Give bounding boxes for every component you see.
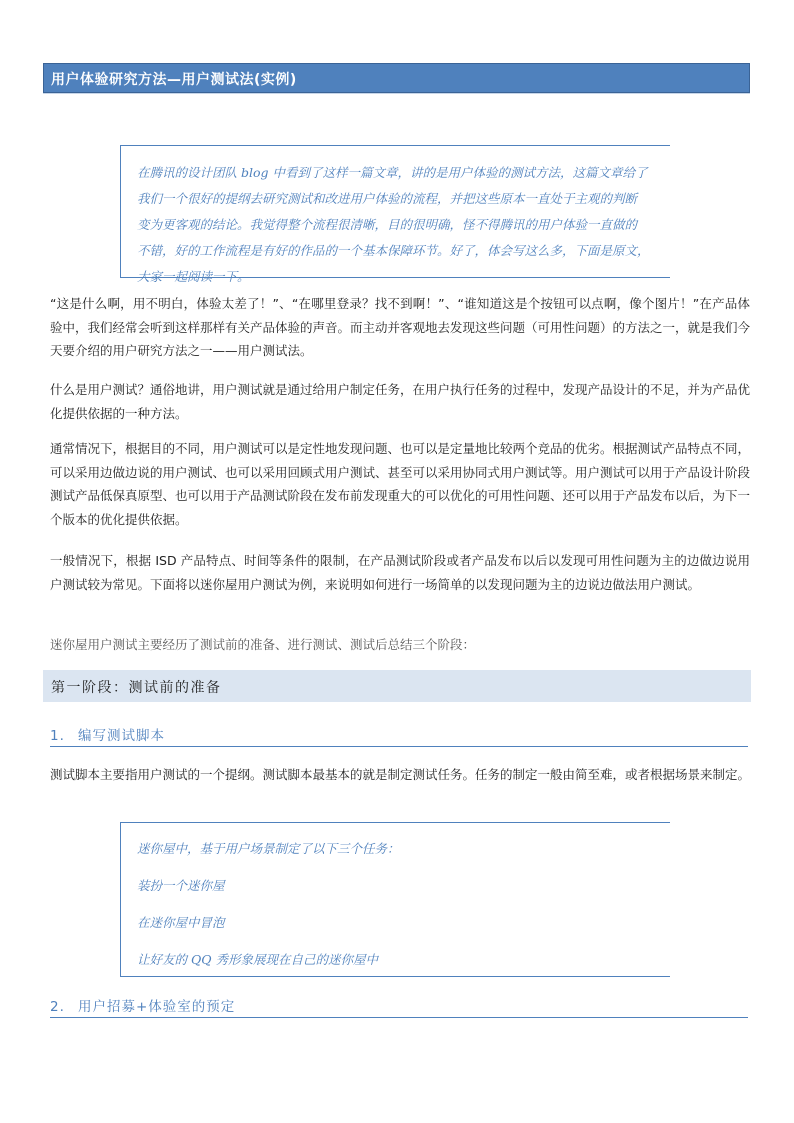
task-quote-block	[120, 822, 670, 977]
task-item: 装扮一个迷你屋	[137, 878, 225, 893]
paragraph-three-stages: 迷你屋用户测试主要经历了测试前的准备、进行测试、测试后总结三个阶段：	[50, 637, 476, 652]
intro-quote-block	[120, 145, 670, 284]
section-number: 2.	[50, 999, 65, 1015]
section-heading-script	[50, 724, 748, 747]
intro-quote-line: 在腾讯的设计团队 blog 中看到了这样一篇文章，讲的是用户体验的测试方法，这篇文章给了	[137, 165, 648, 180]
section-number: 1.	[50, 728, 65, 744]
task-intro: 迷你屋中，基于用户场景制定了以下三个任务：	[137, 841, 400, 856]
intro-quote-line: 大家一起阅读一下。	[137, 269, 250, 284]
document-title: 用户体验研究方法—用户测试法(实例)	[51, 72, 297, 88]
intro-quote-line: 变为更客观的结论。我觉得整个流程很清晰，目的很明确，怪不得腾讯的用户体验一直做的	[137, 217, 638, 232]
intro-quote-line: 我们一个很好的提纲去研究测试和改进用户体验的流程，并把这些原本一直处于主观的判断	[137, 191, 638, 206]
paragraph-test-types: 通常情况下，根据目的不同，用户测试可以是定性地发现问题、也可以是定量地比较两个竞品的优劣。根据测试产品特点不同，可以采用边做边说的用户测试、也可以采用回顾式用户测试、甚至可以采用协同式用户测试等。用户测试可以用于产品设计阶段测试产品低保真原型、也可以用于产品测试阶段在发布前发现重大的可以优化的可用性问题、还可以用于产品发布以后，为下一个版本的优化提供依据。	[50, 441, 751, 527]
section-title: 编写测试脚本	[78, 728, 165, 744]
task-item: 在迷你屋中冒泡	[137, 915, 225, 930]
paragraph-isd-context: 一般情况下，根据 ISD 产品特点、时间等条件的限制，在产品测试阶段或者产品发布以后以发现可用性问题为主的边做边说用户测试较为常见。下面将以迷你屋用户测试为例，来说明如何进行一场简单的以发现问题为主的边说边做法用户测试。	[50, 553, 750, 592]
section-title: 用户招募+体验室的预定	[78, 999, 236, 1015]
document-title-bar	[43, 63, 750, 93]
phase-one-bar	[43, 670, 751, 702]
task-item: 让好友的 QQ 秀形象展现在自己的迷你屋中	[137, 952, 378, 967]
paragraph-complaints: “这是什么啊，用不明白，体验太差了！”、“在哪里登录？找不到啊！”、“谁知道这是个按钮可以点啊，像个图片！”在产品体验中，我们经常会听到这样那样有关产品体验的声音。而主动并客观地去发现这些问题（可用性问题）的方法之一，就是我们今天要介绍的用户研究方法之一——用户测试法。	[50, 296, 751, 358]
phase-one-title: 第一阶段：测试前的准备	[51, 680, 222, 696]
section-heading-recruit	[50, 995, 748, 1018]
intro-quote-line: 不错，好的工作流程是有好的作品的一个基本保障环节。好了，体会写这么多，下面是原文，	[137, 243, 650, 258]
paragraph-script-definition: 测试脚本主要指用户测试的一个提纲。测试脚本最基本的就是制定测试任务。任务的制定一般由简至难，或者根据场景来制定。	[50, 767, 751, 782]
paragraph-what-is-user-test: 什么是用户测试？通俗地讲，用户测试就是通过给用户制定任务，在用户执行任务的过程中，发现产品设计的不足，并为产品优化提供依据的一种方法。	[50, 382, 751, 421]
